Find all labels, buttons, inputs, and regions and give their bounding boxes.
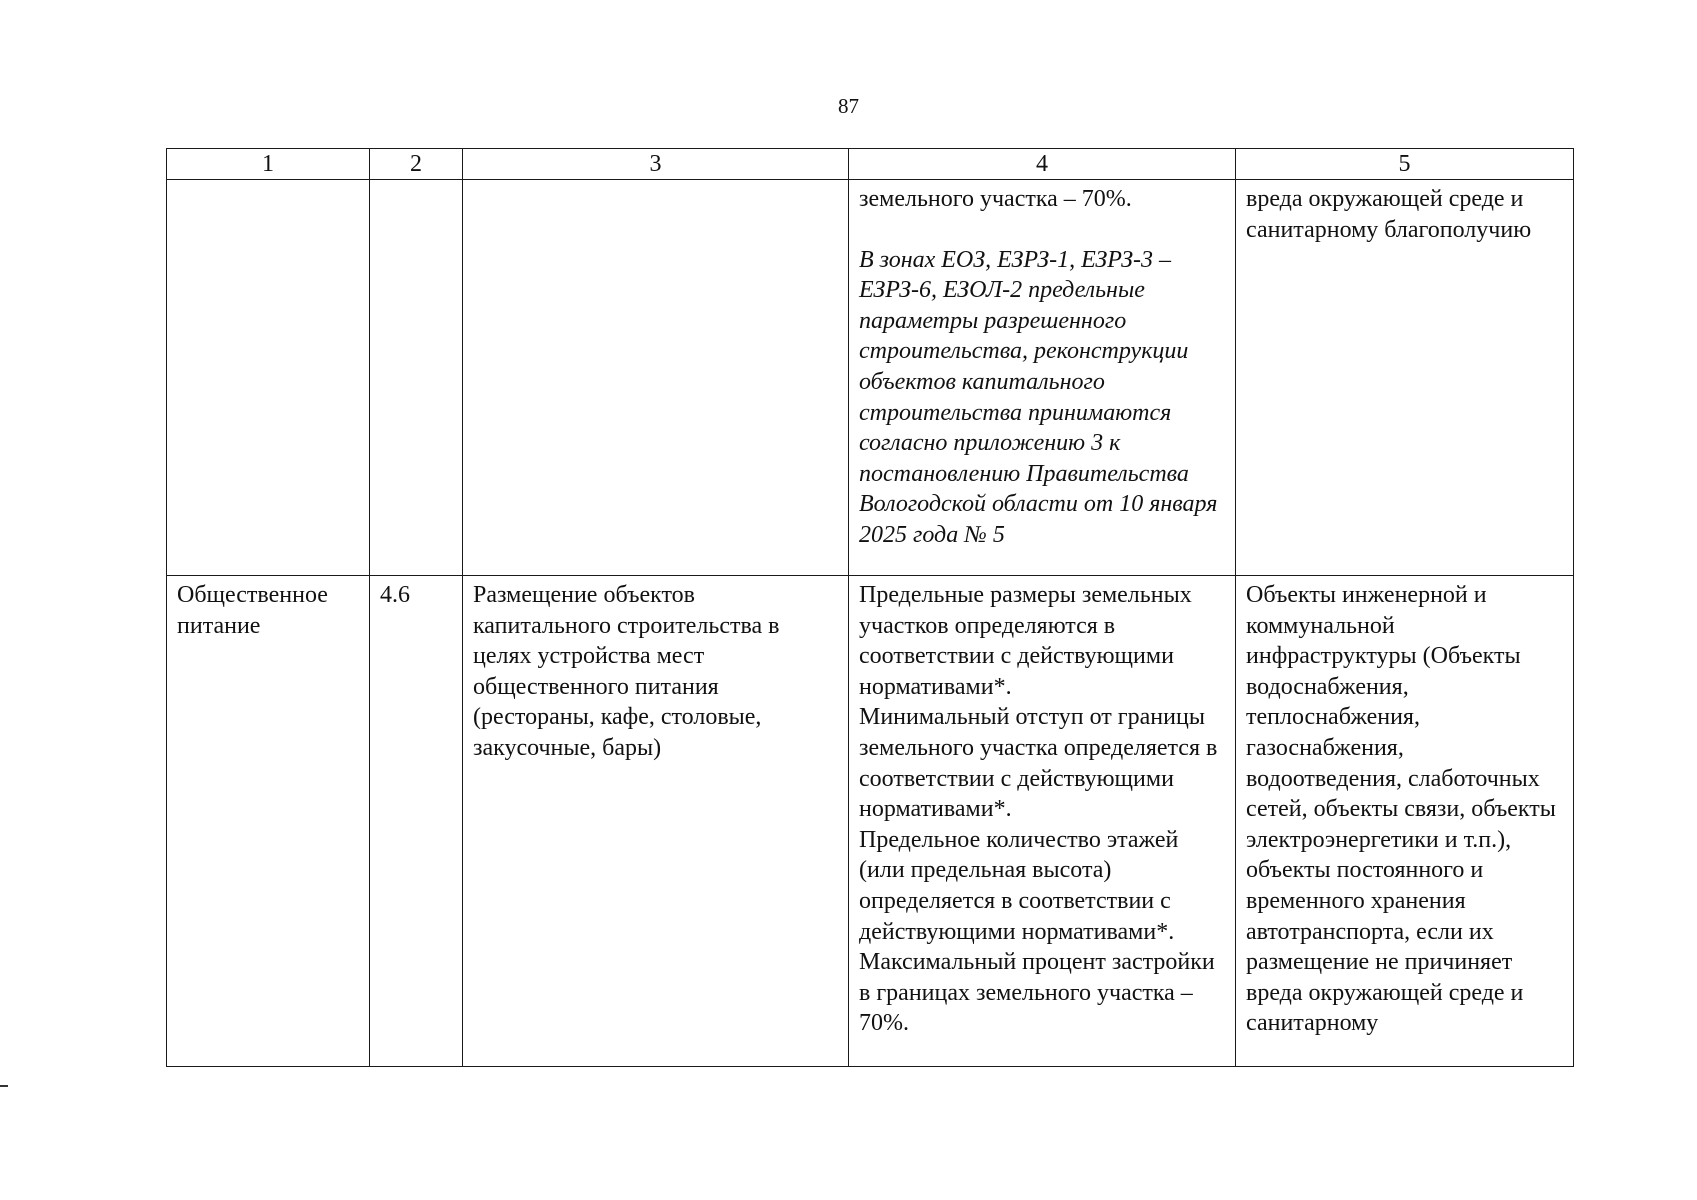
cell-use-name <box>167 180 370 576</box>
column-header-2: 2 <box>370 149 463 180</box>
regulations-table <box>166 148 1574 1067</box>
zone-parameters-note: В зонах ЕОЗ, ЕЗРЗ-1, ЕЗРЗ-3 – ЕЗРЗ-6, ЕЗОЛ-2 предельные параметры разрешенного строительства, реконструкции объектов капитального строительства принимаются согласно приложению 3 к постановлению Правительства Вологодской области от 10 января 2025 года № 5 <box>859 246 1218 548</box>
table-row <box>167 180 1574 576</box>
cell-use-code <box>370 180 463 576</box>
parameters-text: земельного участка – 70%. <box>859 186 1132 212</box>
parameter-plot-size: Предельные размеры земельных участков определяются в соответствии с действующими нормативами*. <box>859 582 1192 700</box>
cell-use-code: 4.6 <box>370 576 463 1067</box>
table-row <box>167 576 1574 1067</box>
table-header-row <box>167 149 1574 180</box>
parameter-setback: Минимальный отступ от границы земельного участка определяется в соответствии с действующими нормативами*. <box>859 704 1218 823</box>
parameter-floors: Предельное количество этажей (или предельная высота) определяется в соответствии с действующими нормативами*. <box>859 826 1179 945</box>
column-header-3: 3 <box>463 149 849 180</box>
cell-use-description <box>463 180 849 576</box>
cell-parameters <box>849 576 1236 1067</box>
cell-parameters <box>849 180 1236 576</box>
cell-auxiliary-uses: вреда окружающей среде и санитарному благополучию <box>1236 180 1574 576</box>
cell-use-description: Размещение объектов капитального строительства в целях устройства мест общественного питания (рестораны, кафе, столовые, закусочные, бары) <box>463 576 849 1067</box>
paragraph-gap <box>859 215 1225 245</box>
cell-auxiliary-uses: Объекты инженерной и коммунальной инфраструктуры (Объекты водоснабжения, теплоснабжения, газоснабжения, водоотведения, слаботочных сетей, объекты связи, объекты электроэнергетики и т.п.), объекты постоянного и временного хранения автотранспорта, если их размещение не причиняет вреда окружающей среде и санитарному <box>1236 576 1574 1067</box>
column-header-4: 4 <box>849 149 1236 180</box>
parameter-coverage: Максимальный процент застройки в границах земельного участка – 70%. <box>859 949 1215 1037</box>
margin-mark <box>0 1085 8 1087</box>
column-header-5: 5 <box>1236 149 1574 180</box>
column-header-1: 1 <box>167 149 370 180</box>
page-number: 87 <box>838 94 859 118</box>
cell-use-name: Общественное питание <box>167 576 370 1067</box>
